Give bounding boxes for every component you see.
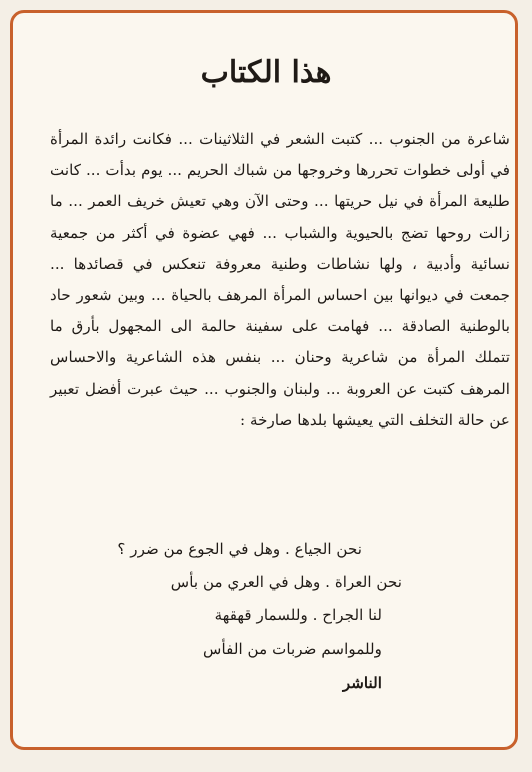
publisher-signature: الناشر: [342, 674, 382, 692]
paragraph-text: شاعرة من الجنوب ... كتبت الشعر في الثلاثينات ... فكانت رائدة المرأة في أولى خطوات تحررها وخروجها من شباك الحريم ... يوم بدأت ... كانت طليعة المرأة في نيل حريتها ... وحتى الآن وهي تعيش خريف العمر ... ما زالت روحها تضج بالحيوية والشباب ... فهي عضوة في أكثر من جمعية نسائية وأدبية ، ولها نشاطات وطنية معروفة تنعكس في قصائدها ... جمعت في ديوانها بين احساس المرأة المرهف بالحياة ... وبين شعور حاد بالوطنية الصادقة ... فهامت على سفينة حالمة الى المجهول بأرق ما تتملك المرأة من شاعرية وحنان ... بنفس هذه الشاعرية والاحساس المرهف كتبت عن العروبة ... ولبنان والجنوب ... حيث عبرت أفضل تعبير عن حالة التخلف التي يعيشها بلدها صارخة :: [50, 130, 510, 429]
verse-line-2: نحن العراة . وهل في العري من بأس: [170, 573, 402, 591]
page-title: هذا الكتاب: [200, 55, 332, 90]
verse-line-1: نحن الجياع . وهل في الجوع من ضرر ؟: [117, 540, 362, 558]
verse-line-3: لنا الجراح . وللسمار قهقهة: [214, 606, 382, 624]
body-paragraph: [50, 124, 510, 436]
verse-line-4: وللمواسم ضربات من الفأس: [203, 640, 382, 658]
